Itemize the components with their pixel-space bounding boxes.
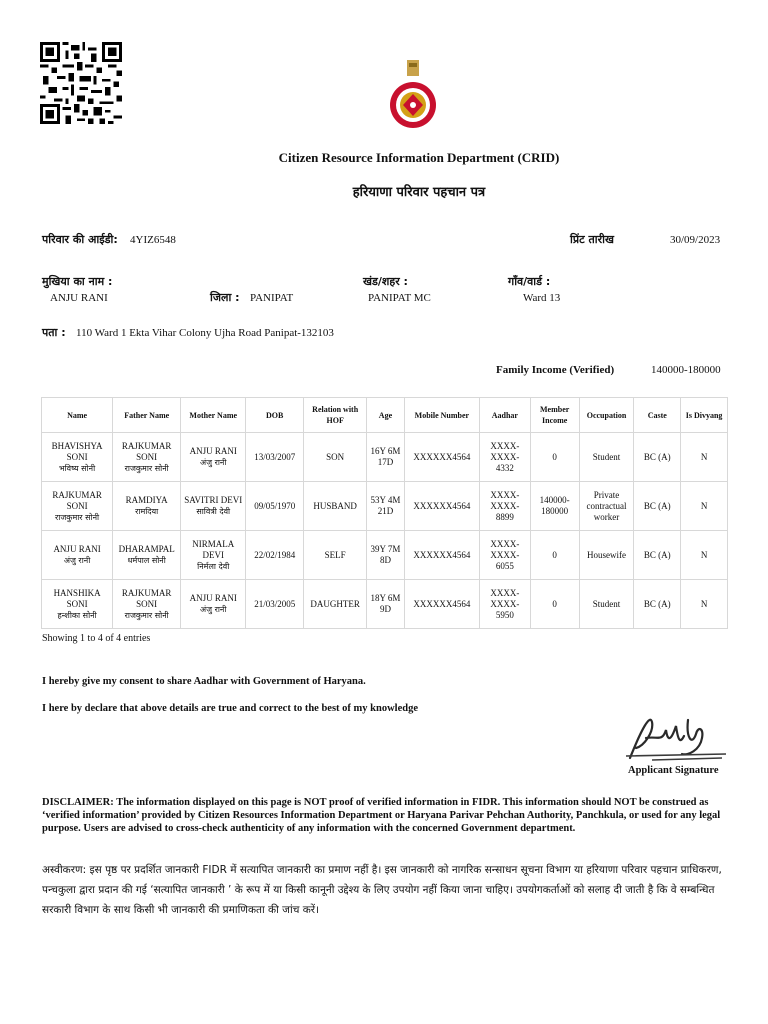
cell-caste: BC (A) — [634, 580, 681, 629]
mother-hi: अंजु रानी — [200, 605, 227, 614]
name-en: BHAVISHYA SONI — [51, 440, 103, 462]
mother-en: NIRMALA DEVI — [192, 538, 235, 560]
father-hi: रामदिया — [135, 507, 159, 516]
col-header: Father Name — [113, 398, 181, 433]
col-header: Mobile Number — [404, 398, 479, 433]
cell-relation: SON — [304, 433, 367, 482]
name-hi: राजकुमार सोनी — [55, 512, 100, 522]
cell-occupation: Housewife — [579, 531, 634, 580]
cell-father — [113, 531, 181, 580]
mother-en: SAVITRI DEVI — [184, 495, 243, 505]
cell-divyang: N — [681, 531, 728, 580]
col-header: Occupation — [579, 398, 634, 433]
head-label: मुखिया का नाम : — [42, 275, 113, 288]
cell-aadhar: XXXX-XXXX-4332 — [479, 433, 530, 482]
cell-income: 0 — [530, 531, 579, 580]
signature-caption: Applicant Signature — [628, 765, 719, 776]
mother-hi: अंजु रानी — [200, 458, 227, 467]
table-row — [42, 482, 728, 531]
name-en: RAJKUMAR SONI — [52, 489, 102, 511]
cell-father — [113, 433, 181, 482]
table-header-row — [42, 398, 728, 433]
cell-father — [113, 482, 181, 531]
cell-age: 39Y 7M 8D — [367, 531, 405, 580]
disclaimer-hindi: अस्वीकरण: इस पृष्ठ पर प्रदर्शित जानकारी FIDR में सत्यापित जानकारी का प्रमाण नहीं है। इस जानकारी को नागरिक सन्साधन सूचना विभाग या हरियाणा परिवार पहचान प्राधिकरण, पन्चकुला द्वारा प्रदान की गई ‘सत्यापित जानकारी ’ के रूप में या किसी कानूनी उद्देश्य के लिए उपयोग नहीं किया जाना चाहिए। उपयोगकर्ताओं को सलाह दी जाती है कि वे सम्बन्धित सरकारी विभाग के साथ किसी भी जानकारी की प्रमाणिकता की जांच करें। — [42, 864, 722, 916]
name-hi: अंजु रानी — [63, 556, 91, 565]
col-header: Name — [42, 398, 113, 433]
cell-caste: BC (A) — [634, 482, 681, 531]
cell-occupation: Student — [579, 580, 634, 629]
consent-statement: I hereby give my consent to share Aadhar with Government of Haryana. — [42, 676, 366, 687]
block-label: खंड/शहर : — [363, 275, 408, 288]
father-en: DHARAMPAL — [118, 544, 175, 554]
cell-income: 0 — [530, 433, 579, 482]
father-en: RAJKUMAR SONI — [121, 440, 172, 462]
page-title: Citizen Resource Information Department (CRID) — [278, 150, 560, 165]
cell-income: 0 — [530, 580, 579, 629]
cell-age: 16Y 6M 17D — [367, 433, 405, 482]
cell-mobile: XXXXXX4564 — [404, 482, 479, 531]
cell-mobile: XXXXXX4564 — [404, 580, 479, 629]
col-header: Caste — [634, 398, 681, 433]
col-header: Member Income — [530, 398, 579, 433]
col-header: Aadhar — [479, 398, 530, 433]
table-entries-info: Showing 1 to 4 of 4 entries — [42, 633, 151, 644]
income-label: Family Income (Verified) — [496, 364, 615, 376]
father-hi: धर्मपाल सोनी — [127, 556, 166, 565]
declaration-statement: I here by declare that above details are true and correct to the best of my knowledge — [42, 703, 419, 714]
cell-occupation: Private contractual worker — [579, 482, 634, 531]
cell-mobile: XXXXXX4564 — [404, 433, 479, 482]
cell-age: 18Y 6M 9D — [367, 580, 405, 629]
father-hi: राजकुमार सोनी — [124, 610, 169, 620]
disclaimer-english: DISCLAIMER: The information displayed on this page is NOT proof of verified information in FIDR. This information should NOT be construed as ‘verified information’ provided by Citizen Resources Information Department or Haryana Parivar Pehchan Authority, Panchkula, or used for any legal purpose. Users are advised to cross-check authenticity of any information with the concerned Government department. — [42, 797, 721, 834]
mother-en: ANJU RANI — [189, 593, 237, 603]
village-value: Ward 13 — [523, 292, 561, 304]
cell-caste: BC (A) — [634, 531, 681, 580]
cell-dob: 22/02/1984 — [246, 531, 304, 580]
name-hi: भविष्य सोनी — [58, 463, 96, 473]
income-value: 140000-180000 — [651, 364, 721, 376]
cell-name — [42, 433, 113, 482]
cell-mother — [181, 531, 246, 580]
qr-code — [40, 42, 122, 124]
cell-mobile: XXXXXX4564 — [404, 531, 479, 580]
cell-relation: SELF — [304, 531, 367, 580]
table-row — [42, 433, 728, 482]
table-row — [42, 531, 728, 580]
cell-income: 140000-180000 — [530, 482, 579, 531]
col-header: Is Divyang — [681, 398, 728, 433]
father-hi: राजकुमार सोनी — [124, 463, 169, 473]
cell-dob: 21/03/2005 — [246, 580, 304, 629]
cell-relation: HUSBAND — [304, 482, 367, 531]
cell-name — [42, 580, 113, 629]
cell-divyang: N — [681, 433, 728, 482]
col-header: Relation with HOF — [304, 398, 367, 433]
district-label: जिला : — [210, 291, 240, 304]
cell-aadhar: XXXX-XXXX-5950 — [479, 580, 530, 629]
cell-caste: BC (A) — [634, 433, 681, 482]
cell-dob: 09/05/1970 — [246, 482, 304, 531]
col-header: Mother Name — [181, 398, 246, 433]
cell-name — [42, 482, 113, 531]
cell-age: 53Y 4M 21D — [367, 482, 405, 531]
cell-mother — [181, 482, 246, 531]
cell-divyang: N — [681, 580, 728, 629]
block-value: PANIPAT MC — [368, 292, 431, 304]
haryana-emblem-icon — [388, 58, 438, 138]
family-id-value: 4YIZ6548 — [130, 234, 176, 246]
name-en: ANJU RANI — [53, 544, 101, 554]
col-header: DOB — [246, 398, 304, 433]
cell-dob: 13/03/2007 — [246, 433, 304, 482]
table-row — [42, 580, 728, 629]
cell-divyang: N — [681, 482, 728, 531]
mother-en: ANJU RANI — [189, 446, 237, 456]
print-date-value: 30/09/2023 — [670, 234, 721, 246]
cell-mother — [181, 433, 246, 482]
cell-father — [113, 580, 181, 629]
village-label: गाँव/वार्ड : — [508, 275, 551, 288]
cell-occupation: Student — [579, 433, 634, 482]
district-value: PANIPAT — [250, 292, 294, 304]
cell-aadhar: XXXX-XXXX-6055 — [479, 531, 530, 580]
print-date-label: प्रिंट तारीख — [570, 233, 614, 246]
father-en: RAMDIYA — [125, 495, 168, 505]
name-en: HANSHIKA SONI — [53, 587, 101, 609]
name-hi: हन्शीका सोनी — [57, 610, 97, 620]
father-en: RAJKUMAR SONI — [121, 587, 172, 609]
family-id-label: परिवार की आईडी: — [42, 233, 118, 246]
mother-hi: सावित्री देवी — [196, 507, 231, 516]
cell-mother — [181, 580, 246, 629]
family-members-table — [41, 397, 728, 629]
address-value: 110 Ward 1 Ekta Vihar Colony Ujha Road Panipat-132103 — [76, 327, 334, 339]
applicant-signature — [622, 708, 730, 764]
cell-aadhar: XXXX-XXXX-8899 — [479, 482, 530, 531]
col-header: Age — [367, 398, 405, 433]
mother-hi: निर्मला देवी — [197, 561, 230, 571]
page-subtitle: हरियाणा परिवार पहचान पत्र — [352, 185, 486, 200]
cell-relation: DAUGHTER — [304, 580, 367, 629]
head-value: ANJU RANI — [50, 292, 108, 304]
cell-name — [42, 531, 113, 580]
address-label: पता : — [42, 326, 66, 339]
